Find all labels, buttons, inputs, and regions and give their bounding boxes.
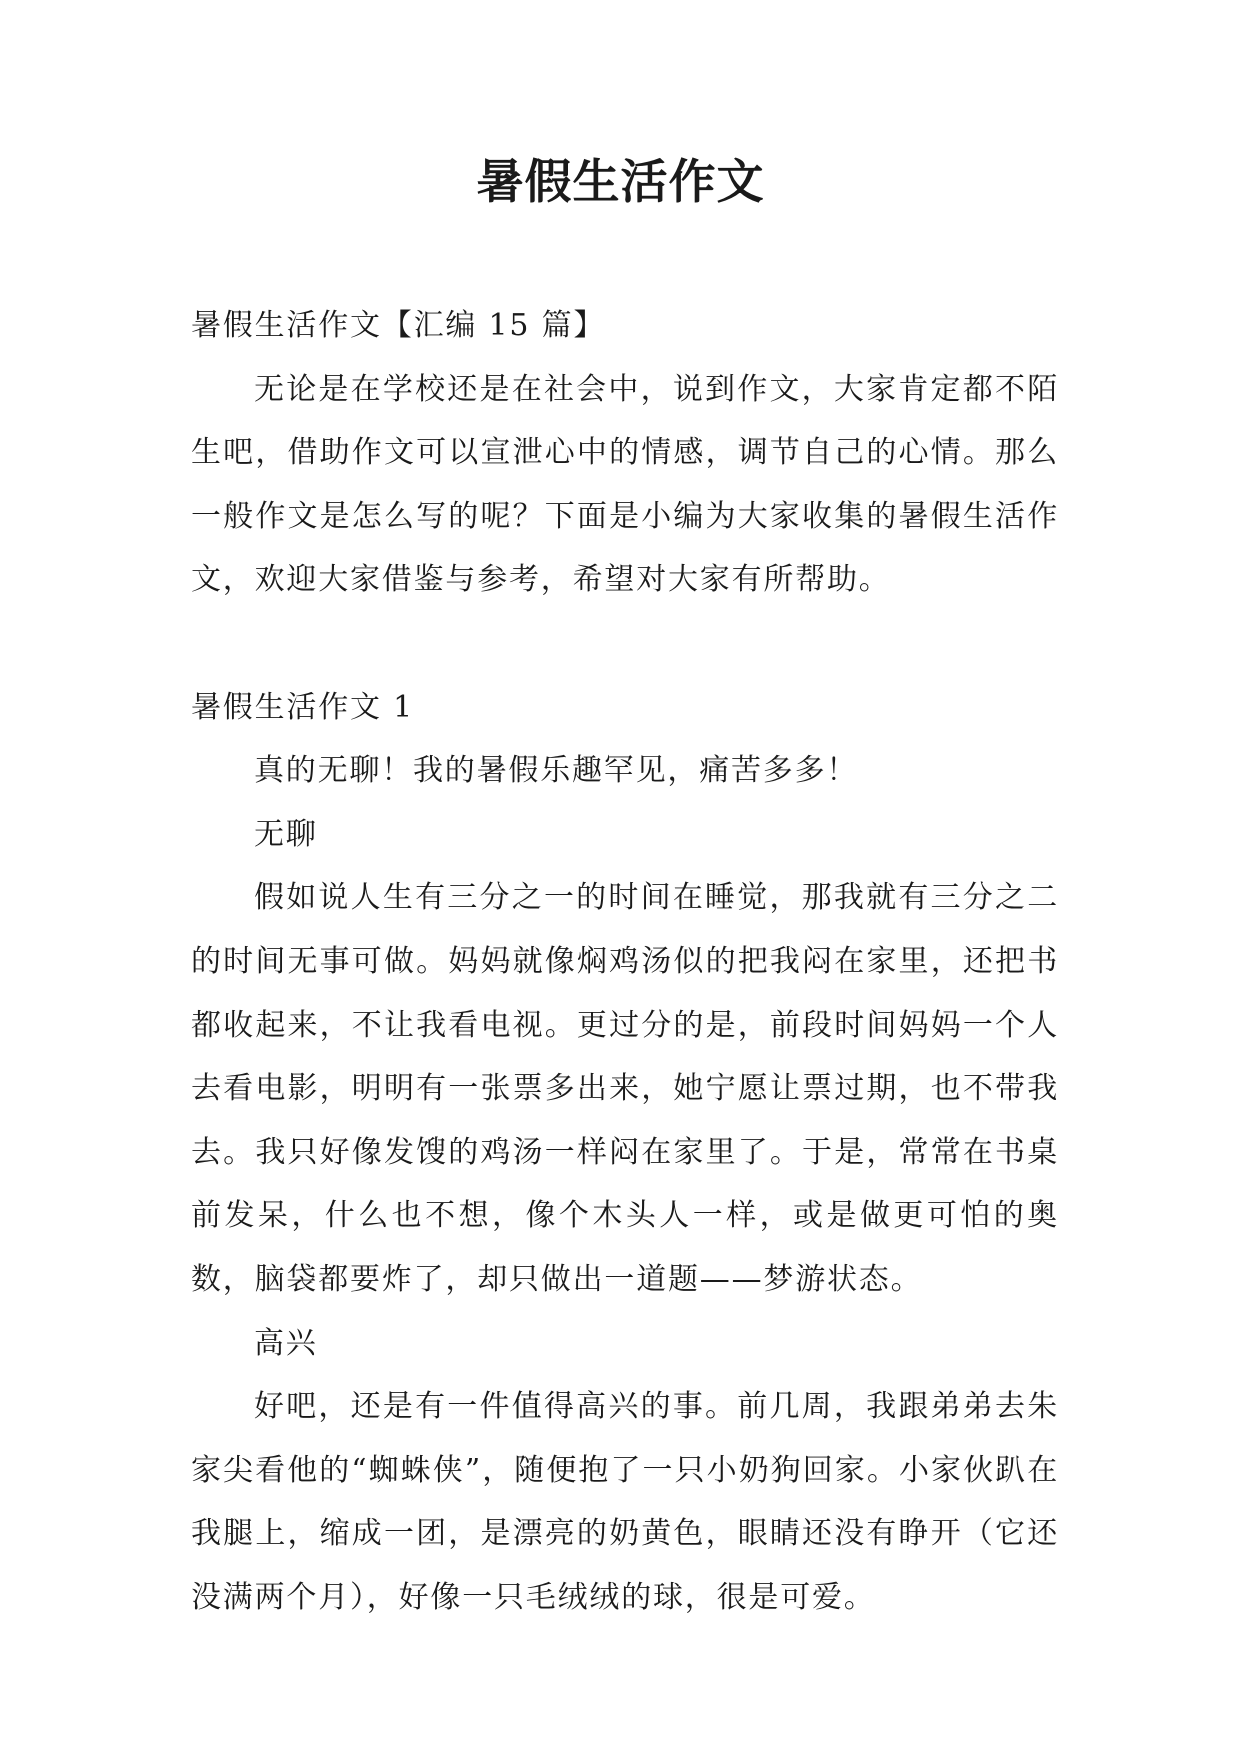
intro-paragraph: 无论是在学校还是在社会中，说到作文，大家肯定都不陌生吧，借助作文可以宣泄心中的情感，调节自己的心情。那么一般作文是怎么写的呢？下面是小编为大家收集的暑假生活作文，欢迎大家借鉴与参考，希望对大家有所帮助。 <box>191 371 1059 598</box>
section-heading: 暑假生活作文 1 <box>191 689 415 725</box>
subheading-happy: 高兴 <box>254 1325 318 1361</box>
section-paragraph: 假如说人生有三分之一的时间在睡觉，那我就有三分之二的时间无事可做。妈妈就像焖鸡汤似的把我闷在家里，还把书都收起来，不让我看电视。更过分的是，前段时间妈妈一个人去看电影，明明有一张票多出来，她宁愿让票过期，也不带我去。我只好像发馊的鸡汤一样闷在家里了。于是，常常在书桌前发呆，什么也不想，像个木头人一样，或是做更可怕的奥数，脑袋都要炸了，却只做出一道题——梦游状态。 <box>191 880 1059 1297</box>
subheading-boring: 无聊 <box>254 816 318 852</box>
section-paragraph: 好吧，还是有一件值得高兴的事。前几周，我跟弟弟去朱家尖看他的“蜘蛛侠”，随便抱了一只小奶狗回家。小家伙趴在我腿上，缩成一团，是漂亮的奶黄色，眼睛还没有睁开（它还没满两个月），好像一只毛绒绒的球，很是可爱。 <box>191 1389 1059 1615</box>
section-paragraph: 真的无聊！我的暑假乐趣罕见，痛苦多多！ <box>254 753 859 789</box>
document-body <box>191 294 1059 1629</box>
collection-subtitle: 暑假生活作文【汇编 15 篇】 <box>191 308 606 343</box>
section-spacer <box>191 612 1059 676</box>
document-title: 暑假生活作文 <box>476 155 765 210</box>
